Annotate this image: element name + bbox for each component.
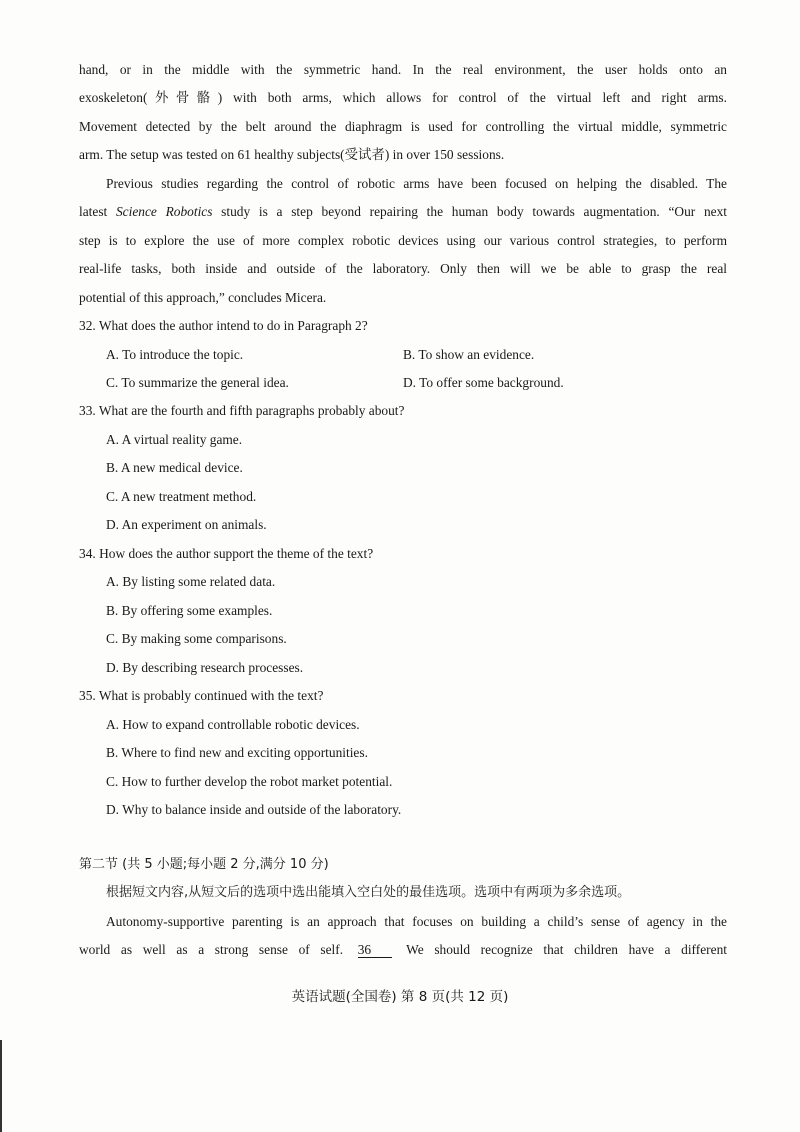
passage-line: Movement detected by the belt around the diaphragm is used for controlling the virtual middle, symmetric	[79, 119, 727, 134]
answer-option[interactable]: B. To show an evidence.	[403, 347, 535, 362]
answer-option[interactable]: B. A new medical device.	[106, 460, 243, 475]
passage-line	[79, 203, 727, 221]
answer-option[interactable]: C. To summarize the general idea.	[106, 375, 289, 390]
passage-line: real-life tasks, both inside and outside of the laboratory. Only then will we be able to grasp the real	[79, 261, 727, 276]
answer-option[interactable]: C. A new treatment method.	[106, 489, 257, 504]
passage-line: arm. The setup was tested on 61 healthy subjects(受试者) in over 150 sessions.	[79, 147, 505, 162]
passage-line: hand, or in the middle with the symmetric hand. In the real environment, the user holds onto an	[79, 62, 727, 77]
section-heading: 第二节 (共 5 小题;每小题 2 分,满分 10 分)	[79, 857, 329, 872]
passage-line: Autonomy-supportive parenting is an approach that focuses on building a child’s sense of agency in the	[106, 914, 727, 929]
passage-line: Previous studies regarding the control of robotic arms have been focused on helping the disabled. The	[106, 176, 727, 191]
answer-option[interactable]: B. Where to find new and exciting opportunities.	[106, 745, 368, 760]
question-stem: 33. What are the fourth and fifth paragraphs probably about?	[79, 403, 405, 418]
answer-option[interactable]: B. By offering some examples.	[106, 603, 273, 618]
section-instruction: 根据短文内容,从短文后的选项中选出能填入空白处的最佳选项。选项中有两项为多余选项。	[106, 885, 631, 900]
passage-text: We should recognize that children have a different	[406, 942, 727, 957]
answer-option[interactable]: D. To offer some background.	[403, 375, 564, 390]
passage-text: latest	[79, 204, 116, 219]
answer-option[interactable]: C. By making some comparisons.	[106, 631, 287, 646]
question-stem: 34. How does the author support the theme of the text?	[79, 546, 374, 561]
answer-option[interactable]: C. How to further develop the robot market potential.	[106, 774, 393, 789]
question-stem: 35. What is probably continued with the text?	[79, 688, 324, 703]
scan-edge-mark	[0, 1040, 2, 1132]
passage-line: exoskeleton(外骨骼) with both arms, which allows for control of the virtual left and right arms.	[79, 90, 727, 105]
answer-option[interactable]: A. A virtual reality game.	[106, 432, 243, 447]
journal-name: Science Robotics	[115, 204, 213, 219]
answer-option[interactable]: D. By describing research processes.	[106, 660, 304, 675]
answer-option[interactable]: A. To introduce the topic.	[106, 347, 244, 362]
passage-line: potential of this approach,” concludes Micera.	[79, 290, 327, 305]
passage-text: world as well as a strong sense of self.	[79, 942, 344, 957]
passage-line	[79, 941, 727, 959]
answer-option[interactable]: A. By listing some related data.	[106, 574, 276, 589]
passage-line: step is to explore the use of more complex robotic devices using our various control strategies, to perform	[79, 233, 727, 248]
question-stem: 32. What does the author intend to do in Paragraph 2?	[79, 318, 368, 333]
answer-option[interactable]: A. How to expand controllable robotic devices.	[106, 717, 360, 732]
answer-blank[interactable]: 36	[358, 943, 392, 958]
answer-option[interactable]: D. Why to balance inside and outside of the laboratory.	[106, 802, 402, 817]
passage-text: study is a step beyond repairing the human body towards augmentation. “Our next	[212, 204, 728, 219]
answer-option[interactable]: D. An experiment on animals.	[106, 517, 267, 532]
page-footer: 英语试题(全国卷) 第 8 页(共 12 页)	[291, 989, 509, 1005]
